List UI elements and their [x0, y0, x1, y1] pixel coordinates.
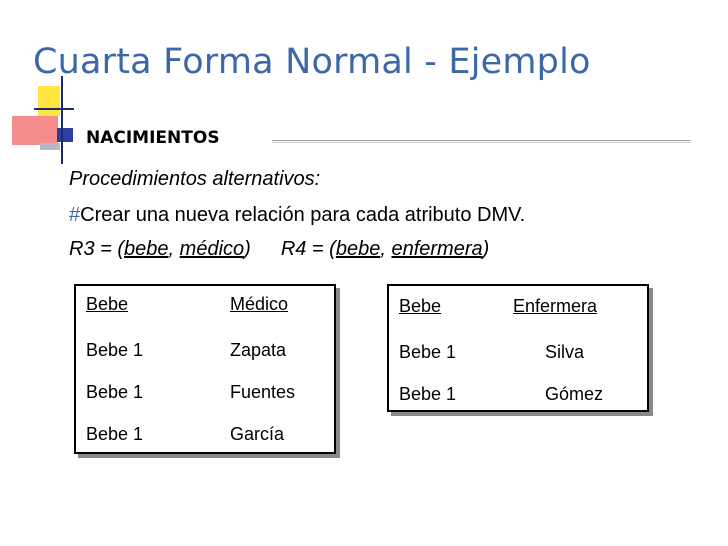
table-r4-cell: Bebe 1 [399, 384, 457, 404]
section-rule [272, 140, 690, 143]
decor-horizontal-line [34, 108, 74, 110]
table-r4-cell: Gómez [545, 384, 604, 404]
decor-grey-square [40, 143, 60, 150]
table-r4 [387, 284, 649, 412]
bullet-line [69, 204, 525, 227]
table-r3-cell: Fuentes [230, 382, 296, 402]
table-r4-cell: Bebe 1 [399, 342, 457, 362]
decor-vertical-line [61, 76, 63, 164]
decor-yellow-square [38, 86, 60, 116]
section-heading: NACIMIENTOS [86, 128, 220, 148]
table-r3-cell: Bebe 1 [86, 424, 144, 444]
r3-close: ) [244, 238, 251, 260]
relations-line [69, 238, 489, 261]
decor-blue-square [57, 128, 73, 142]
table-r3-header-medico: Médico [230, 294, 289, 314]
r4-attr-enfermera: enfermera [391, 238, 483, 260]
r4-attr-bebe: bebe [335, 238, 381, 260]
r3-sep: , [168, 238, 180, 260]
r4-sep: , [380, 238, 392, 260]
table-r3 [74, 284, 336, 454]
table-r3-cell: Zapata [230, 340, 287, 360]
decor-pink-square [12, 116, 58, 145]
table-r3-cell: García [230, 424, 285, 444]
table-r3-cell: Bebe 1 [86, 340, 144, 360]
table-r4-cell: Silva [545, 342, 585, 362]
alternatives-heading: Procedimientos alternativos: [69, 168, 321, 190]
slide-title: Cuarta Forma Normal - Ejemplo [33, 42, 591, 82]
r3-attr-bebe: bebe [124, 238, 169, 260]
table-r3-cell: Bebe 1 [86, 382, 144, 402]
r3-prefix: R3 = ( [69, 238, 125, 260]
table-r4-header-bebe: Bebe [399, 296, 442, 316]
r3-attr-medico: médico [179, 238, 245, 260]
bullet-hash: # [69, 204, 81, 226]
bullet-text: Crear una nueva relación para cada atributo DMV. [80, 204, 526, 226]
table-r3-header-bebe: Bebe [86, 294, 129, 314]
table-r4-header-enfermera: Enfermera [513, 296, 598, 316]
r4-prefix: R4 = ( [280, 238, 336, 260]
r4-close: ) [482, 238, 490, 260]
